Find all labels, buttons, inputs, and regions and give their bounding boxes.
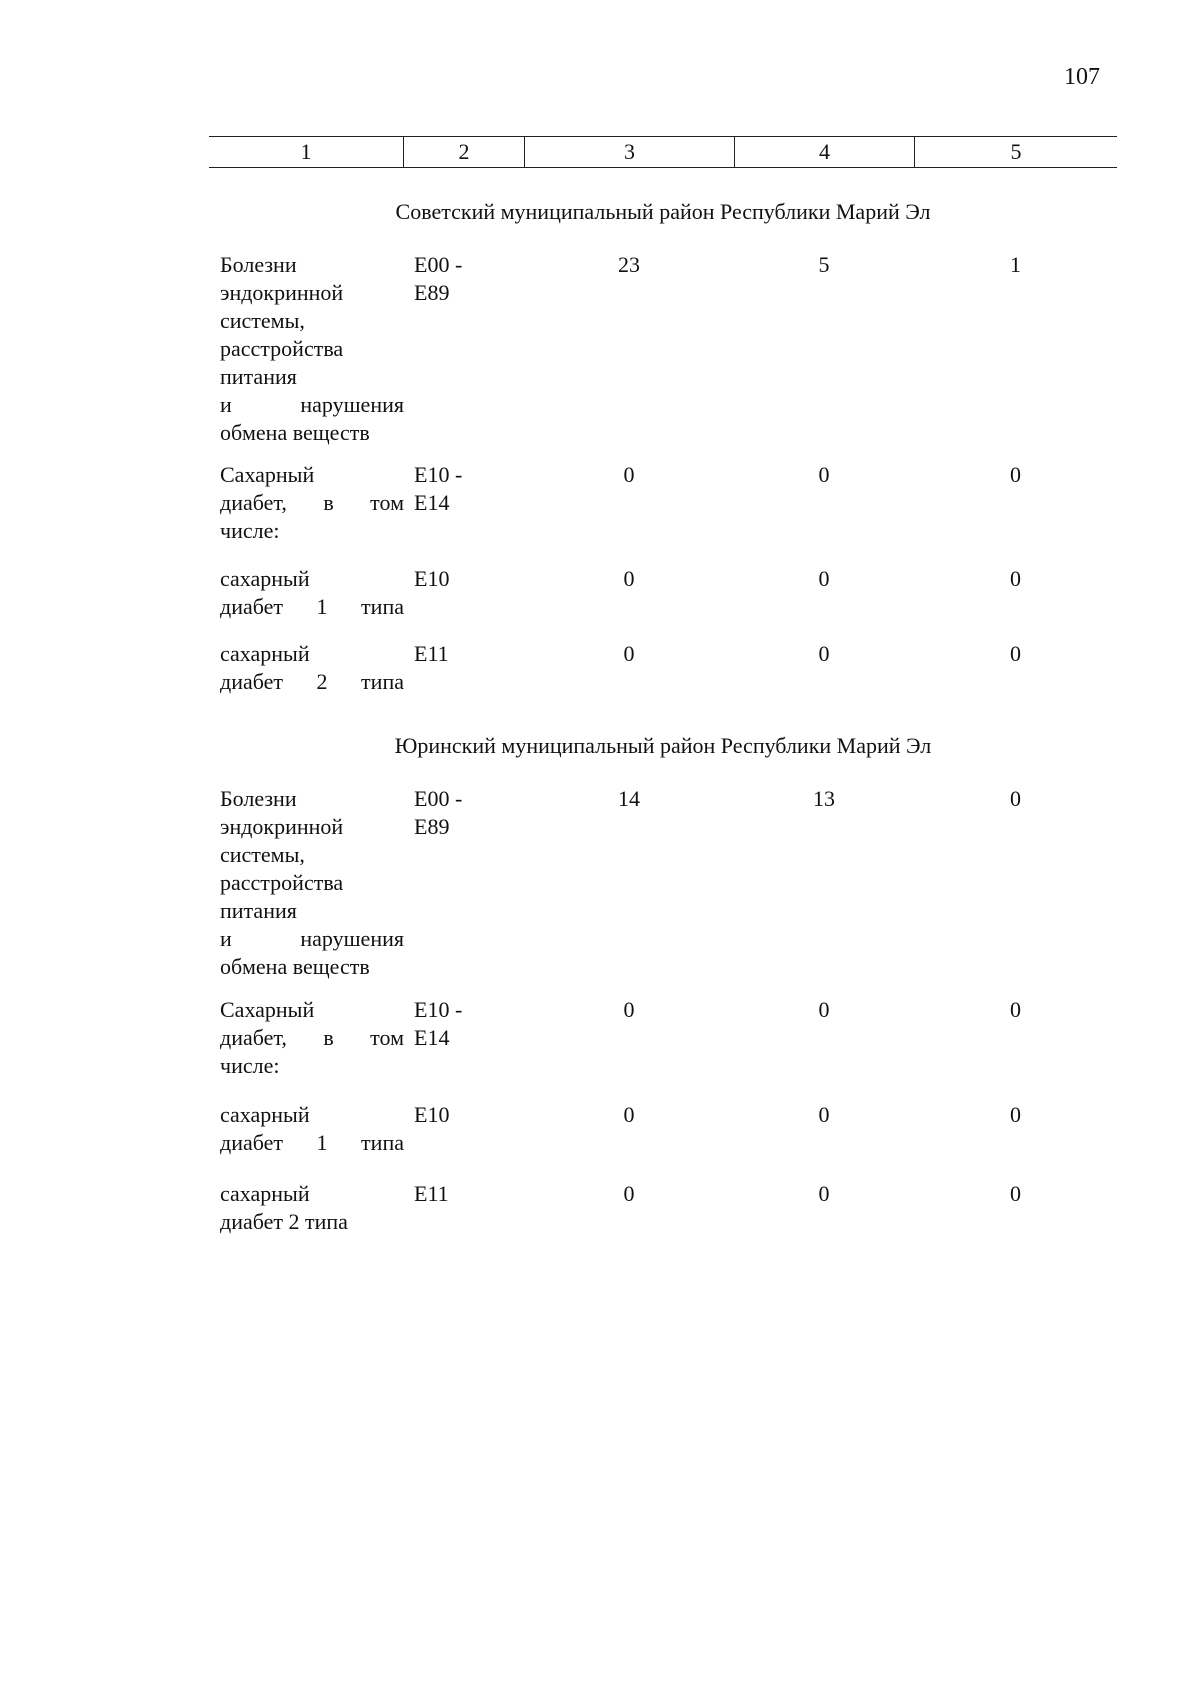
value-col3: 0: [623, 1102, 635, 1127]
icd-code: [414, 1180, 524, 1208]
value-col5: 0: [1010, 566, 1021, 591]
disease-name-line: сахарный: [220, 1181, 310, 1206]
icd-code-line: E89: [414, 814, 450, 839]
disease-name: [220, 565, 404, 621]
disease-name-line: обмена веществ: [220, 420, 370, 445]
disease-name: [220, 1180, 404, 1236]
icd-code: [414, 251, 524, 307]
disease-name-line: системы,: [220, 308, 305, 333]
value-col4: 5: [818, 252, 830, 277]
disease-name: [220, 785, 404, 981]
disease-name-line: и нарушения: [220, 392, 404, 417]
table-header-row: [209, 136, 1117, 168]
disease-name-line: обмена веществ: [220, 954, 370, 979]
disease-name: [220, 251, 404, 447]
disease-name-line: сахарный: [220, 641, 310, 666]
icd-code-line: E11: [414, 641, 449, 666]
column-header-5: 5: [914, 137, 1117, 167]
value-col4: 0: [818, 462, 830, 487]
disease-name-line: сахарный: [220, 1102, 310, 1127]
icd-code-line: E14: [414, 490, 450, 515]
column-header-1: 1: [300, 139, 312, 164]
disease-name-line: диабет 2 типа: [220, 1209, 348, 1234]
disease-name-line: числе:: [220, 1053, 280, 1078]
value-col4: 0: [818, 566, 830, 591]
icd-code: [414, 565, 524, 593]
icd-code-line: E14: [414, 1025, 450, 1050]
disease-name-line: Сахарный: [220, 997, 315, 1022]
disease-name-line: диабет 1 типа: [220, 1130, 404, 1155]
disease-name-line: диабет, в том: [220, 490, 404, 515]
page-number: 107: [1064, 64, 1100, 90]
icd-code: [414, 640, 524, 668]
icd-code-line: E89: [414, 280, 450, 305]
icd-code-line: E10 -: [414, 462, 463, 487]
value-col3: 0: [623, 566, 635, 591]
disease-name-line: системы,: [220, 842, 305, 867]
disease-name-line: диабет 1 типа: [220, 594, 404, 619]
disease-name: [220, 1101, 404, 1157]
disease-name-line: эндокринной: [220, 814, 344, 839]
value-col4: 13: [813, 786, 835, 811]
disease-name-line: диабет, в том: [220, 1025, 404, 1050]
disease-name: [220, 640, 404, 696]
icd-code-line: E10: [414, 566, 450, 591]
icd-code: [414, 1101, 524, 1129]
value-col3: 0: [623, 462, 635, 487]
disease-name-line: числе:: [220, 518, 280, 543]
icd-code-line: E00 -: [414, 786, 463, 811]
disease-name-line: расстройства: [220, 870, 344, 895]
disease-name-line: Сахарный: [220, 462, 315, 487]
disease-name: [220, 996, 404, 1080]
disease-name-line: сахарный: [220, 566, 310, 591]
value-col4: 0: [818, 997, 830, 1022]
value-col3: 0: [623, 1181, 635, 1206]
value-col5: 0: [1010, 641, 1021, 666]
disease-name-line: эндокринной: [220, 280, 344, 305]
value-col4: 0: [818, 641, 830, 666]
icd-code: [414, 996, 524, 1052]
column-header-2: 2: [403, 137, 524, 167]
value-col3: 14: [618, 786, 640, 811]
value-col5: 0: [1010, 786, 1021, 811]
value-col5: 1: [1010, 252, 1021, 277]
disease-name-line: питания: [220, 898, 297, 923]
district-title: Советский муниципальный район Республики Марий Эл: [395, 199, 931, 224]
disease-name-line: расстройства: [220, 336, 344, 361]
disease-name: [220, 461, 404, 545]
value-col5: 0: [1010, 997, 1021, 1022]
disease-name-line: и нарушения: [220, 926, 404, 951]
district-title: Юринский муниципальный район Республики Марий Эл: [394, 733, 932, 758]
icd-code-line: E11: [414, 1181, 449, 1206]
value-col5: 0: [1010, 1102, 1021, 1127]
disease-name-line: диабет 2 типа: [220, 669, 404, 694]
disease-name-line: Болезни: [220, 252, 297, 277]
value-col4: 0: [818, 1102, 830, 1127]
value-col5: 0: [1010, 1181, 1021, 1206]
value-col3: 23: [618, 252, 640, 277]
column-header-4: 4: [734, 137, 914, 167]
value-col5: 0: [1010, 462, 1021, 487]
icd-code: [414, 461, 524, 517]
value-col4: 0: [818, 1181, 830, 1206]
icd-code-line: E10 -: [414, 997, 463, 1022]
icd-code-line: E00 -: [414, 252, 463, 277]
icd-code-line: E10: [414, 1102, 450, 1127]
value-col3: 0: [623, 997, 635, 1022]
disease-name-line: Болезни: [220, 786, 297, 811]
value-col3: 0: [623, 641, 635, 666]
icd-code: [414, 785, 524, 841]
column-header-3: 3: [524, 137, 734, 167]
disease-name-line: питания: [220, 364, 297, 389]
